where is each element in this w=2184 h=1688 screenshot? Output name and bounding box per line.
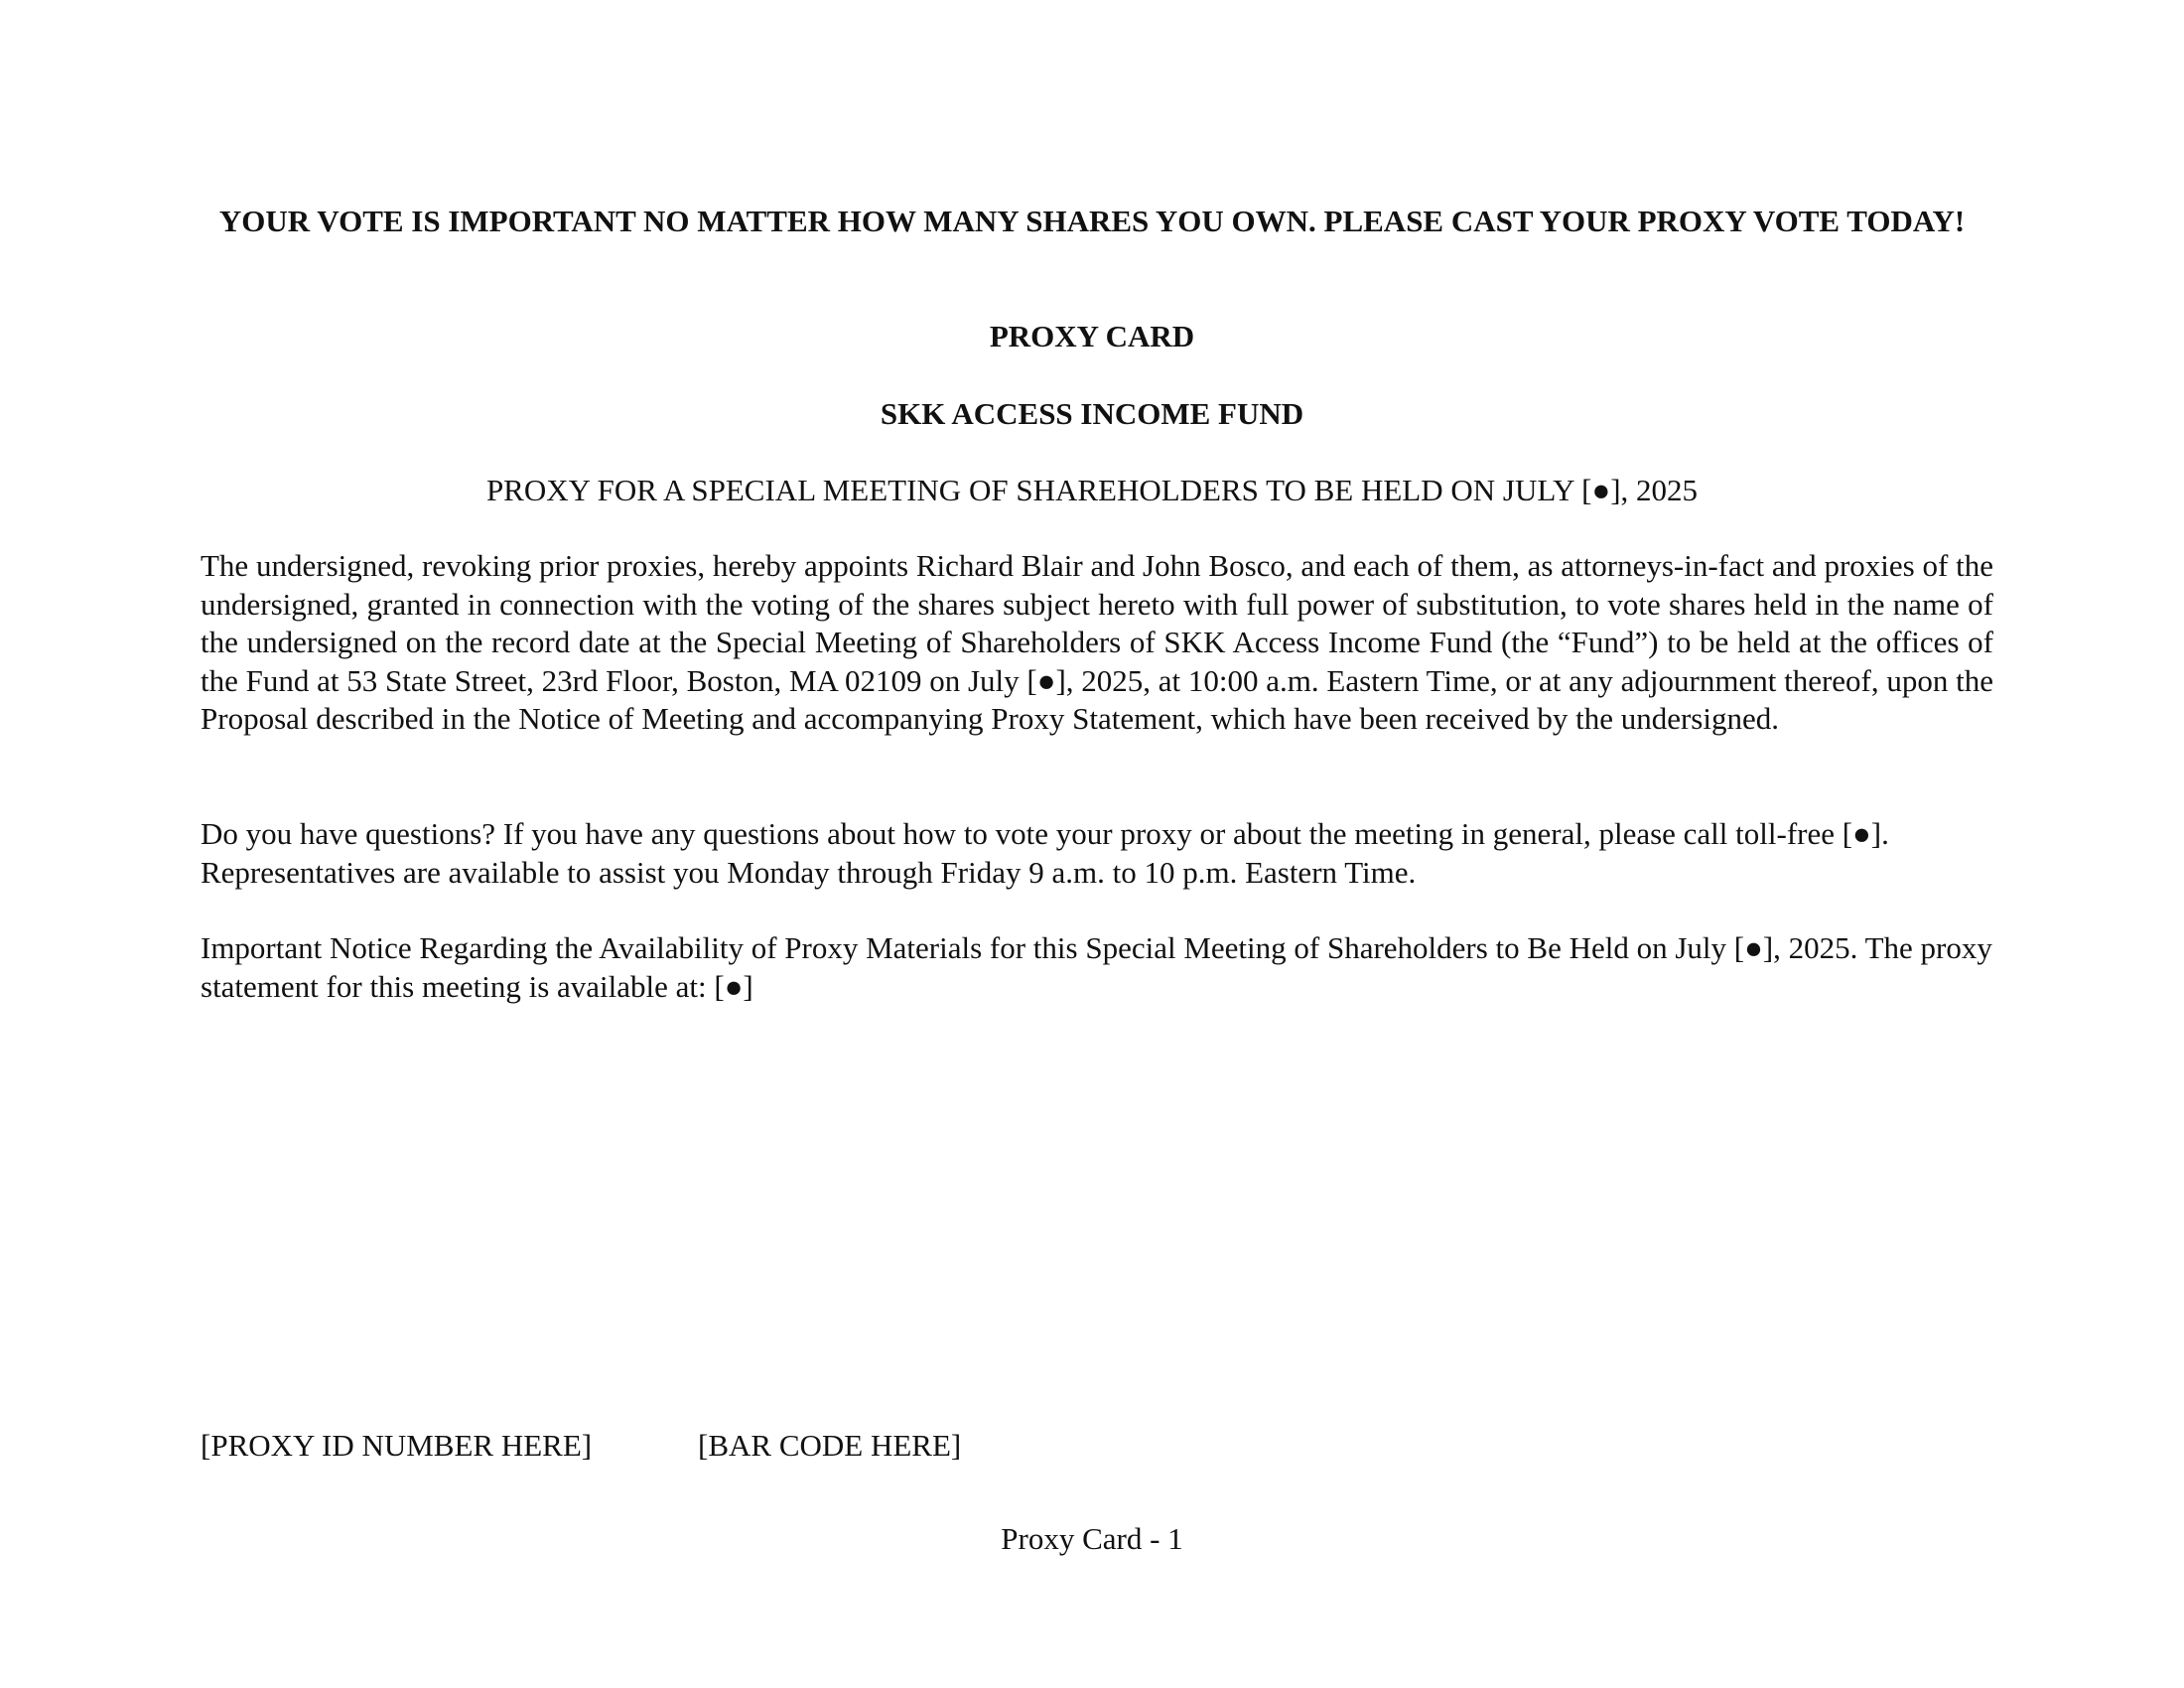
questions-paragraph: Do you have questions? If you have any questions about how to vote your proxy or about the meeting in general, please call toll-free [●]. Representatives are available to assist you Monday through Friday 9 a.m. to 10 p.m. Eastern Time. (201, 816, 1889, 890)
fund-name: SKK ACCESS INCOME FUND (880, 396, 1304, 431)
vote-importance-notice: YOUR VOTE IS IMPORTANT NO MATTER HOW MANY SHARES YOU OWN. PLEASE CAST YOUR PROXY VOTE TODAY! (218, 204, 1966, 238)
page-label: Proxy Card - 1 (1001, 1521, 1183, 1556)
meeting-line: PROXY FOR A SPECIAL MEETING OF SHAREHOLDERS TO BE HELD ON JULY [●], 2025 (485, 473, 1699, 507)
proxy-id-placeholder: [PROXY ID NUMBER HERE] (201, 1428, 593, 1463)
appointment-paragraph: The undersigned, revoking prior proxies, hereby appoints Richard Blair and John Bosco, and each of them, as attorneys-in-fact and proxies of the undersigned, granted in connection with the voting of the shares subject hereto with full power of substitution, to vote shares held in the name of the undersigned on the record date at the Special Meeting of Shareholders of SKK Access Income Fund (the “Fund”) to be held at the offices of the Fund at 53 State Street, 23rd Floor, Boston, MA 02109 on July [●], 2025, at 10:00 a.m. Eastern Time, or at any adjournment thereof, upon the Proposal described in the Notice of Meeting and accompanying Proxy Statement, which have been received by the undersigned. (201, 548, 1993, 736)
bar-code-placeholder: [BAR CODE HERE] (698, 1428, 962, 1463)
availability-notice-paragraph: Important Notice Regarding the Availability of Proxy Materials for this Special Meeting of Shareholders to Be Held on July [●], 2025. The proxy statement for this meeting is available at: [●] (201, 930, 1992, 1004)
card-title: PROXY CARD (989, 319, 1195, 353)
